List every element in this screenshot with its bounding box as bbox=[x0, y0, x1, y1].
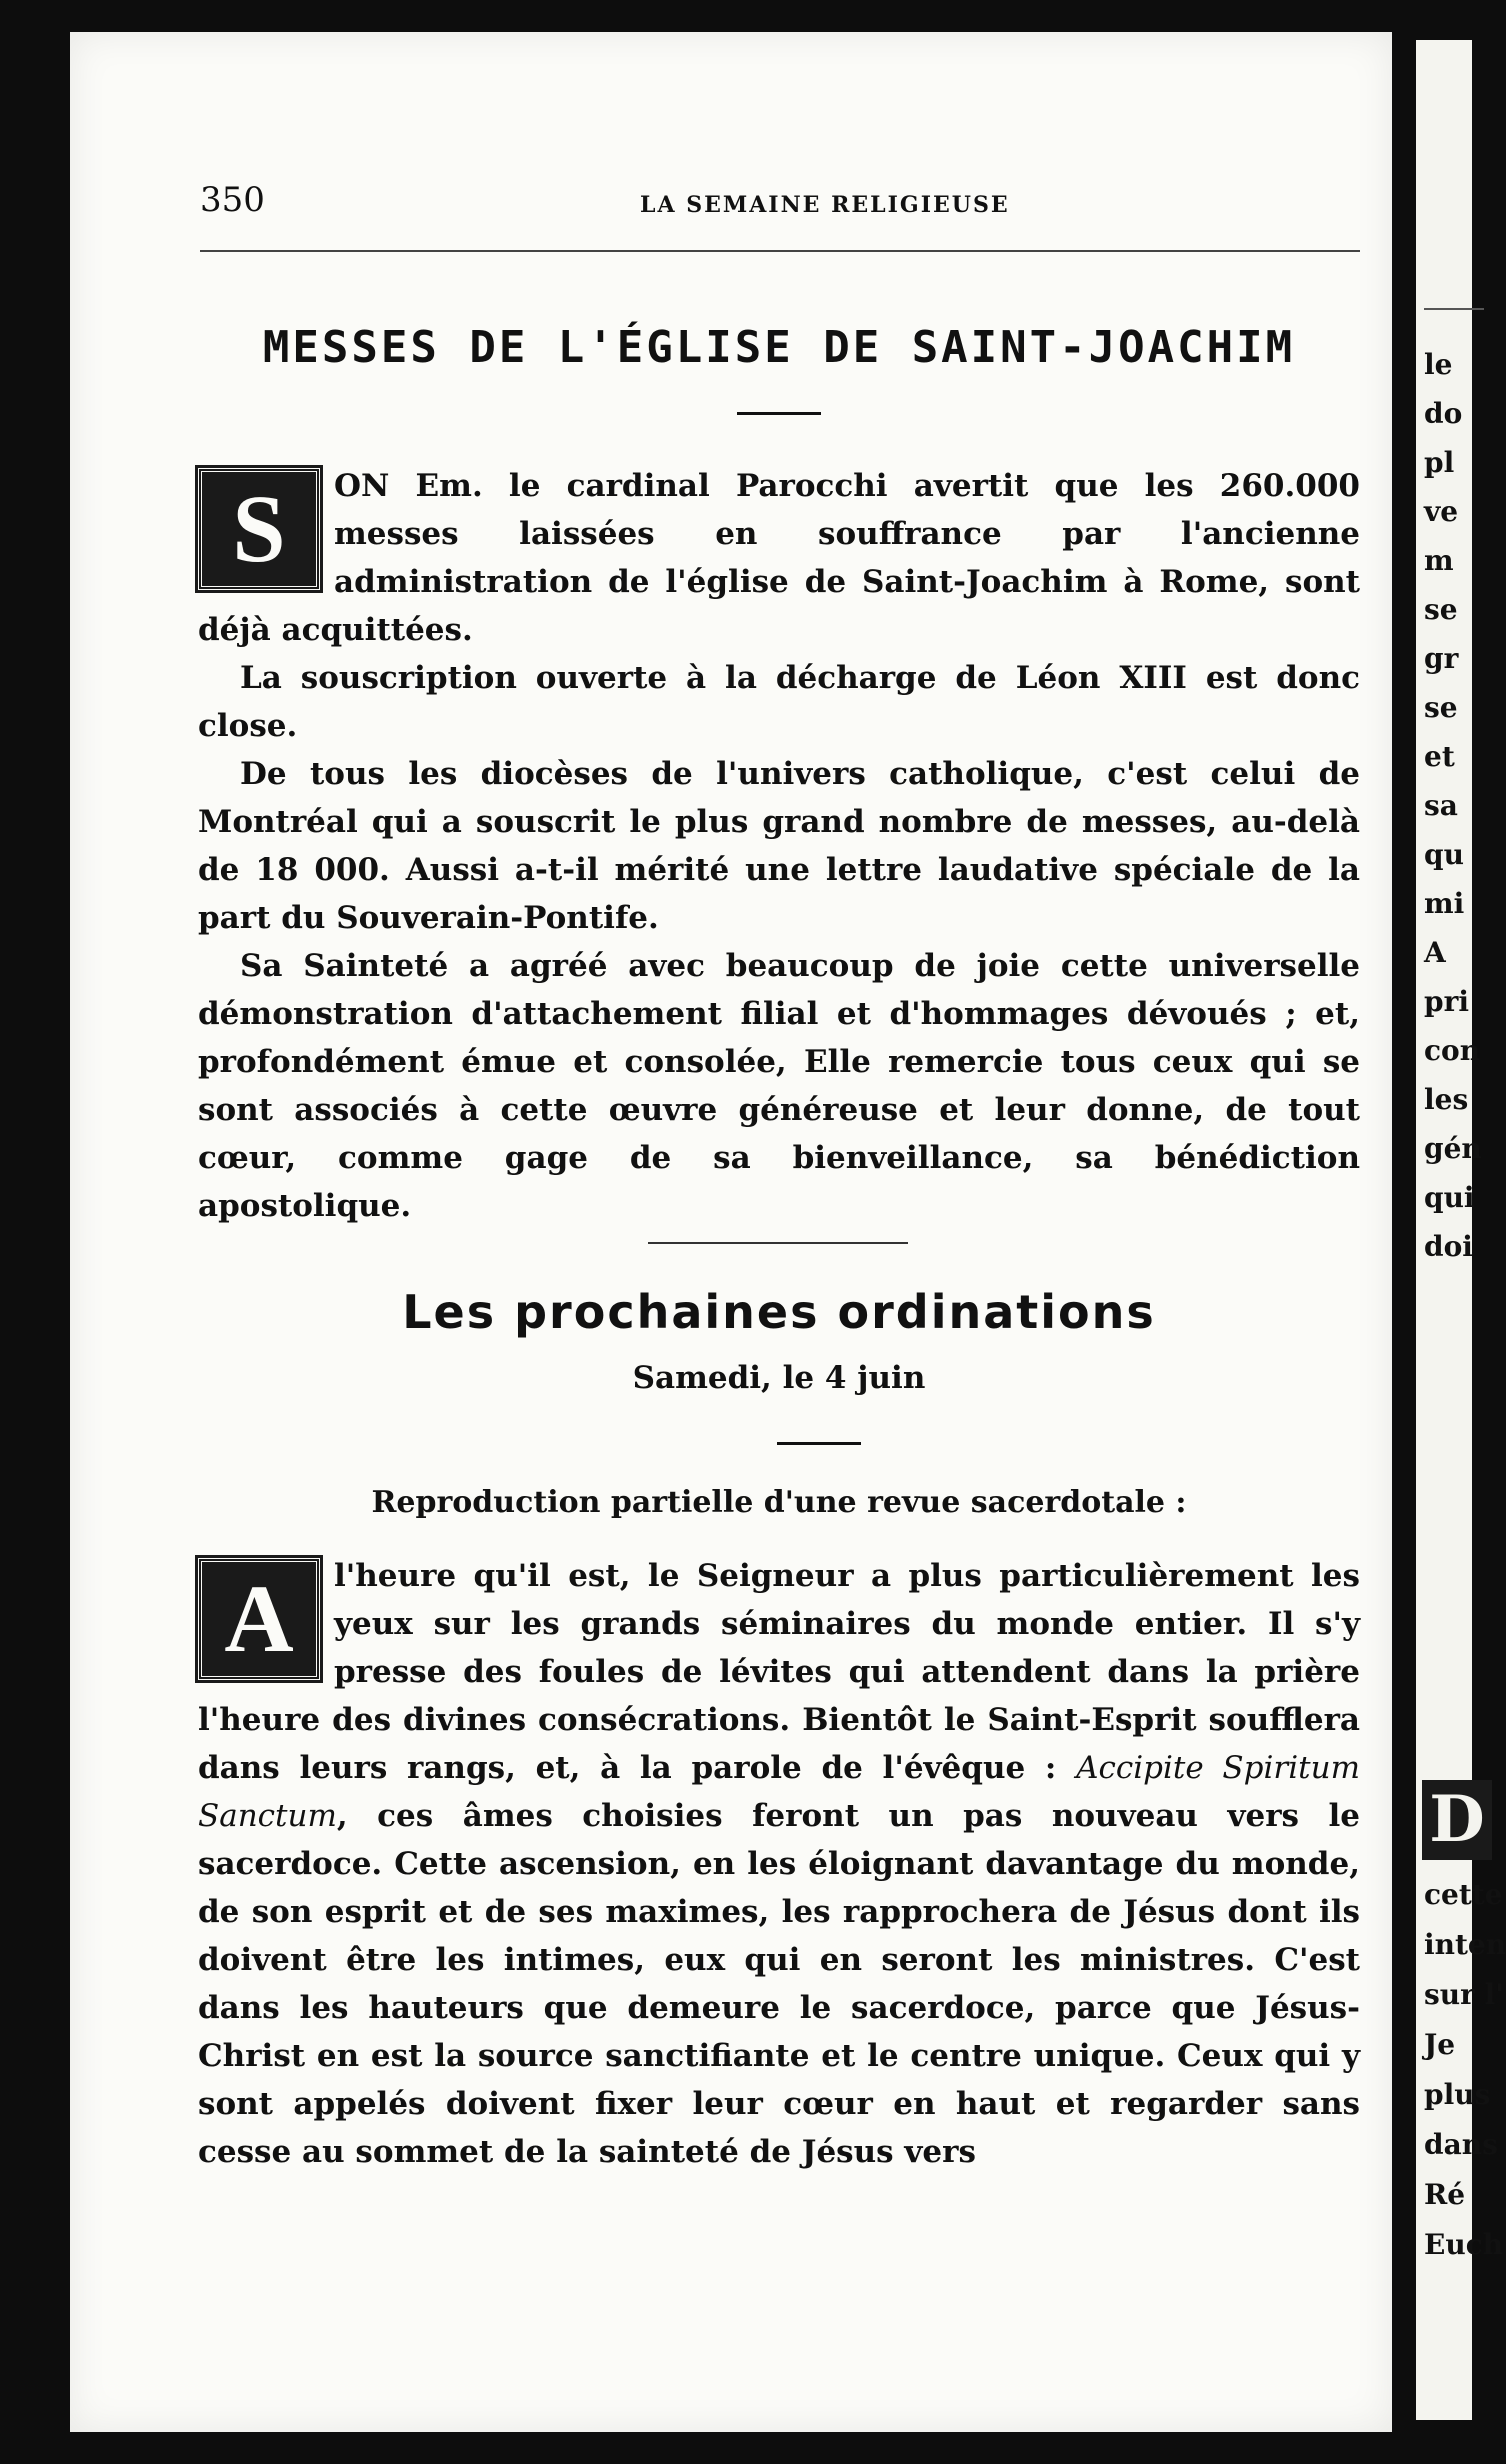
article1-paragraph: La souscription ouverte à la décharge de Léon XIII est donc close. bbox=[198, 660, 1360, 744]
article1-paragraph: De tous les diocèses de l'univers catholique, c'est celui de Montréal qui a souscrit le plus grand nombre de messes, au-delà de 18 000. Aussi a-t-il mérité une lettre laudative spéciale de la part du Souverain-Pontife. bbox=[198, 756, 1360, 936]
article1-paragraph: S ON Em. le cardinal Parocchi avertit que les 260.000 messes laissées en souffrance par l'ancienne administration de l'église de Saint-Joachim à Rome, sont déjà acquittées. bbox=[198, 468, 1360, 648]
section-divider bbox=[648, 1242, 908, 1244]
article2-subtitle: Samedi, le 4 juin bbox=[632, 1360, 926, 1396]
facing-page-fragment bbox=[1416, 40, 1506, 2420]
drop-cap-s: S bbox=[198, 468, 320, 590]
drop-cap-a: A bbox=[198, 1558, 320, 1680]
header-rule bbox=[200, 250, 1360, 252]
article2-intro: Reproduction partielle d'une revue sacerdotale : bbox=[371, 1485, 1187, 1520]
article1-title: MESSES DE L'ÉGLISE DE SAINT-JOACHIM bbox=[262, 322, 1296, 373]
facing-drop-cap: D bbox=[1422, 1780, 1492, 1860]
facing-text-top: le do pl ve m se gr se et sa qu mi A pri con les gén qui doi bbox=[1424, 348, 1482, 1263]
article2-body bbox=[198, 1552, 1360, 2176]
page-header bbox=[200, 180, 1360, 230]
article2-paragraph: A l'heure qu'il est, le Seigneur a plus particulièrement les yeux sur les grands séminaires du monde entier. Il s'y presse des foules de lévites qui attendent dans la prière l'heure des divines consécrations. Bientôt le Saint-Esprit soufflera dans leurs rangs, et, à la parole de l'évêque : Accipite Spiritum Sanctum, ces âmes choisies feront un pas nouveau vers le sacerdoce. Cette ascension, en les éloignant davantage du monde, de son esprit et de ses maximes, les rapprochera de Jésus dont ils doivent être les intimes, eux qui en seront les ministres. C'est dans les hauteurs que demeure le sacerdoce, parce que Jésus-Christ en est la source sanctifiante et le centre unique. Ceux qui y sont appelés doivent fixer leur cœur en haut et regarder sans cesse au sommet de la sainteté de Jésus vers bbox=[198, 1558, 1360, 2170]
subtitle-rule bbox=[777, 1442, 861, 1445]
latin-phrase: Accipite Spiritum Sanctum bbox=[198, 1750, 1360, 1834]
page-number: 350 bbox=[200, 180, 265, 220]
article1-body bbox=[198, 462, 1360, 1230]
facing-text-bottom: cette inten sur l' Je plus dans Ré Euch bbox=[1424, 1878, 1506, 2261]
article2-title: Les prochaines ordinations bbox=[402, 1285, 1156, 1339]
facing-header-rule bbox=[1424, 308, 1484, 310]
title-rule bbox=[737, 412, 821, 415]
running-head: LA SEMAINE RELIGIEUSE bbox=[640, 192, 1010, 218]
article1-paragraph: Sa Sainteté a agréé avec beaucoup de joie cette universelle démonstration d'attachement filial et d'hommages dévoués ; et, profondément émue et consolée, Elle remercie tous ceux qui se sont associés à cette œuvre généreuse et leur donne, de tout cœur, comme gage de sa bienveillance, sa bénédiction apostolique. bbox=[198, 948, 1360, 1224]
